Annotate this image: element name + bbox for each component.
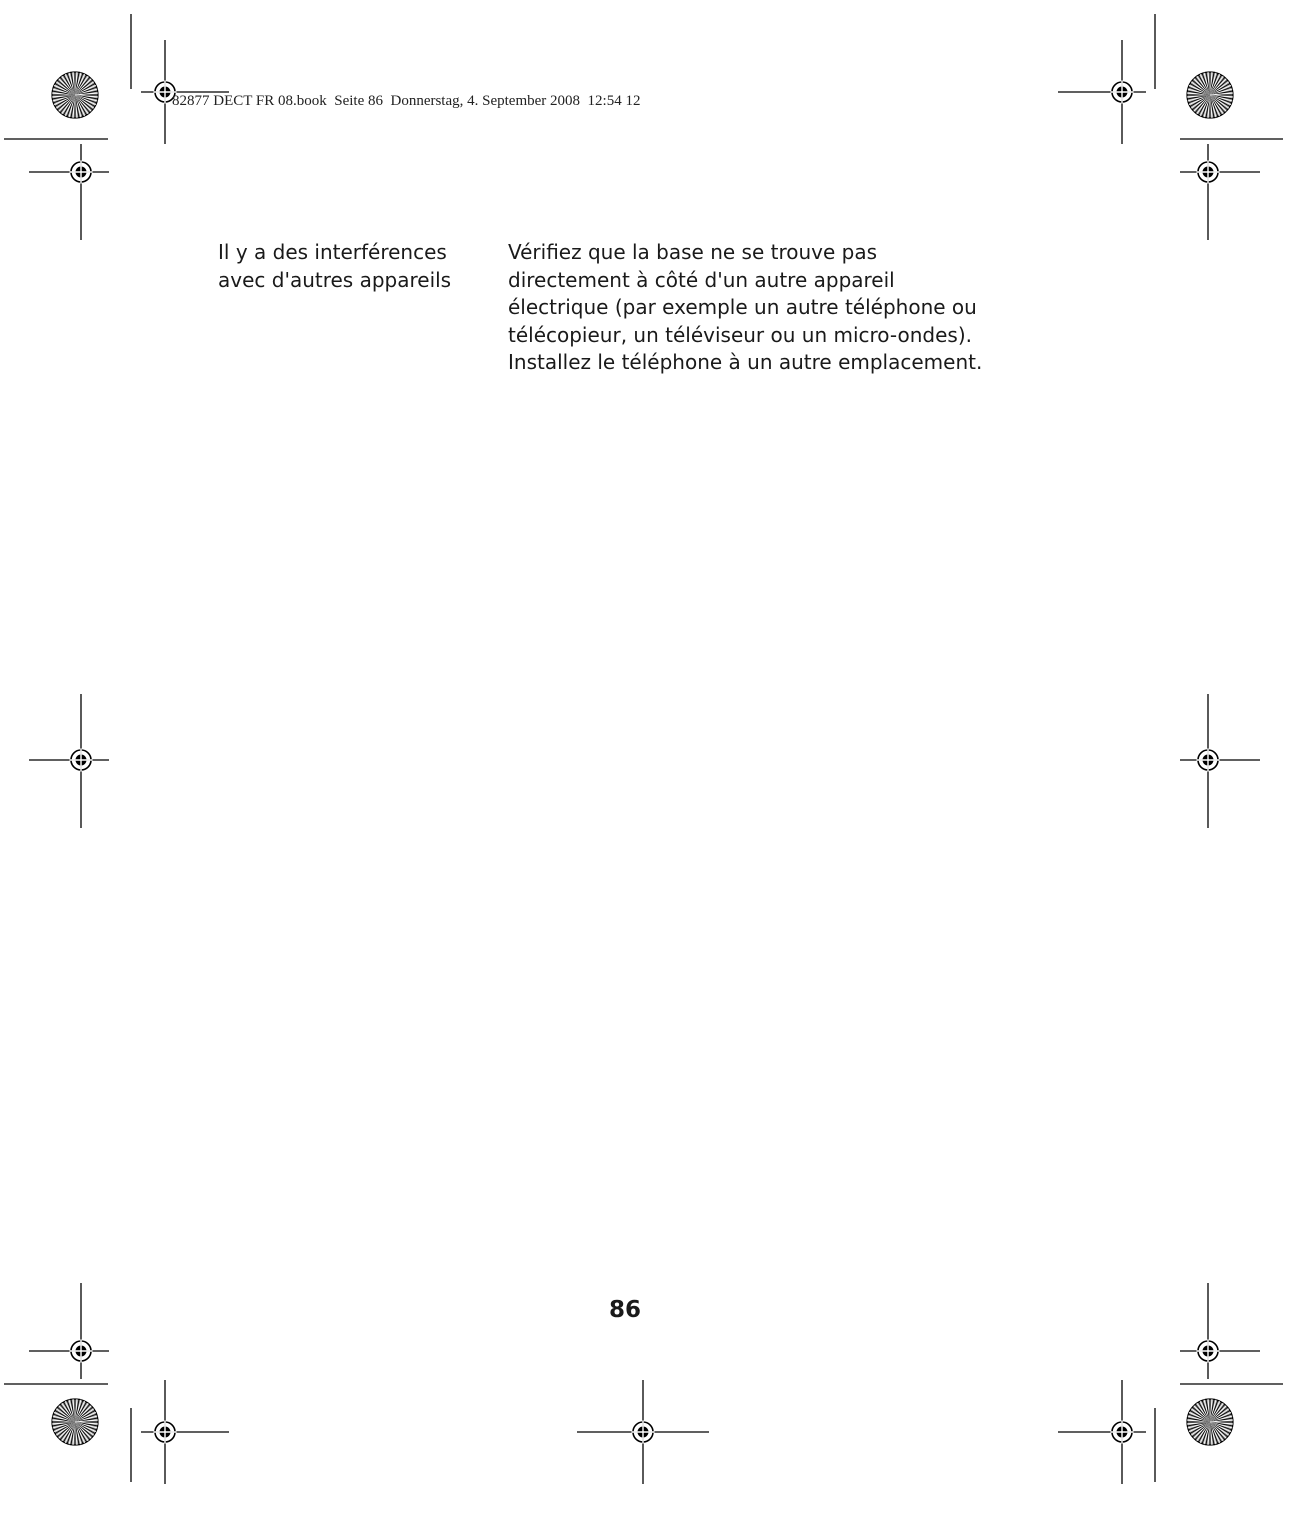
page-number: 86 <box>608 1297 641 1323</box>
troubleshooting-row <box>218 239 1058 377</box>
problem-line: Il y a des interférences <box>218 240 447 264</box>
registration-target-icon <box>1111 1421 1134 1444</box>
registration-target-icon <box>1197 1340 1220 1363</box>
problem-cell <box>218 239 508 377</box>
solution-line: télécopieur, un téléviseur ou un micro-ondes). <box>508 322 972 347</box>
registration-target-icon <box>632 1421 655 1444</box>
solution-line: électrique (par exemple un autre téléphone ou <box>508 295 977 320</box>
print-slug-header: 82877 DECT FR 08.book Seite 86 Donnerstag, 4. September 2008 12:54 12 <box>172 93 641 109</box>
sunburst-registration-icon <box>52 1399 98 1445</box>
registration-target-icon <box>1111 81 1134 104</box>
registration-target-icon <box>70 749 93 772</box>
registration-target-icon <box>70 161 93 184</box>
solution-line: Installez le téléphone à un autre emplacement. <box>508 350 983 375</box>
registration-target-icon <box>154 1421 177 1444</box>
registration-target-icon <box>1197 749 1220 772</box>
sunburst-registration-icon <box>52 72 98 118</box>
registration-target-icon <box>70 1340 93 1363</box>
sunburst-registration-icon <box>1187 72 1233 118</box>
solution-line: directement à côté d'un autre appareil <box>508 267 895 292</box>
problem-line: avec d'autres appareils <box>218 267 452 292</box>
solution-line: Vérifiez que la base ne se trouve pas <box>508 240 878 264</box>
registration-target-icon <box>1197 161 1220 184</box>
sunburst-registration-icon <box>1187 1399 1233 1445</box>
solution-cell <box>508 239 1048 377</box>
